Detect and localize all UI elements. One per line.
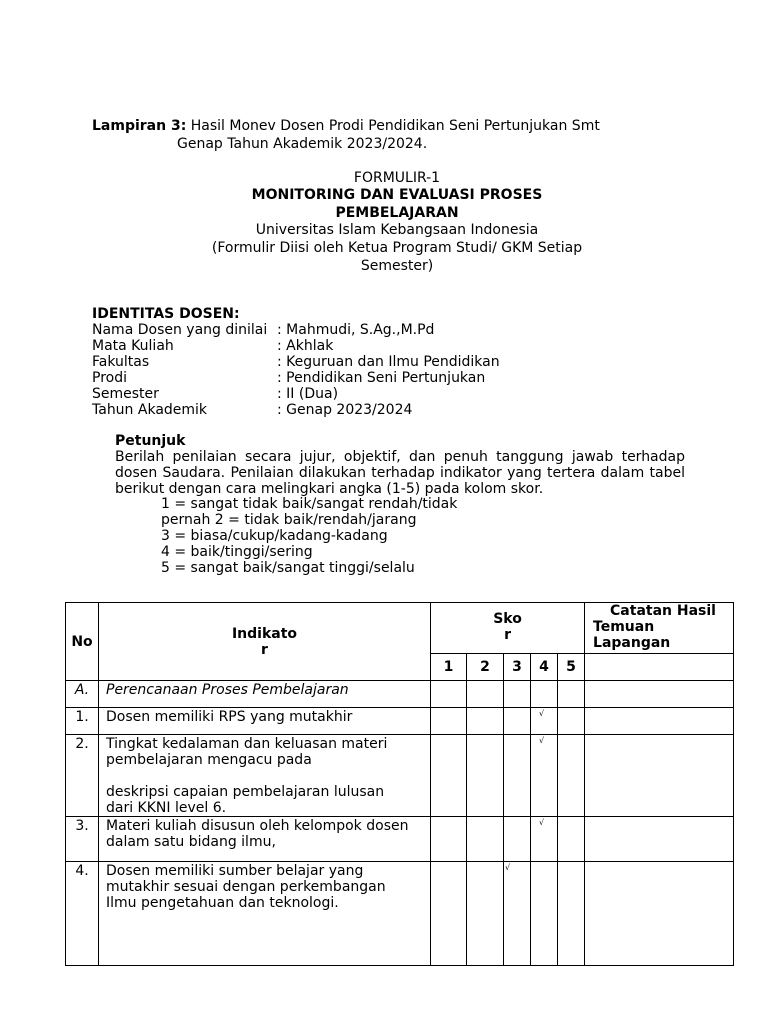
scale-item: 4 = baik/tinggi/sering xyxy=(161,544,313,560)
identity-label: Nama Dosen yang dinilai xyxy=(92,322,268,338)
col-header-catatan-3: Lapangan xyxy=(593,635,671,651)
score-cell[interactable] xyxy=(504,735,531,817)
row-number: 4. xyxy=(66,862,99,966)
row-indicator: Materi kuliah disusun oleh kelompok dosen dalam satu bidang ilmu, xyxy=(99,817,431,862)
score-cell[interactable] xyxy=(504,708,531,735)
form-note-1: (Formulir Diisi oleh Ketua Program Studi/ GKM Setiap xyxy=(211,240,583,256)
identity-label: Mata Kuliah xyxy=(92,338,174,354)
score-cell xyxy=(504,681,531,708)
score-cell xyxy=(558,681,585,708)
identity-heading: IDENTITAS DOSEN: xyxy=(92,306,240,322)
row-indicator: Dosen memiliki RPS yang mutakhir xyxy=(99,708,431,735)
table-row xyxy=(66,817,734,862)
form-code: FORMULIR-1 xyxy=(353,170,441,186)
score-cell[interactable] xyxy=(467,708,504,735)
row-number: 2. xyxy=(66,735,99,817)
scale-item: pernah 2 = tidak baik/rendah/jarang xyxy=(161,512,417,528)
score-cell[interactable] xyxy=(431,862,467,966)
lampiran-text: Hasil Monev Dosen Prodi Pendidikan Seni Pertunjukan Smt xyxy=(190,118,600,134)
identity-value: : Mahmudi, S.Ag.,M.Pd xyxy=(277,322,435,338)
lampiran-text-2: Genap Tahun Akademik 2023/2024. xyxy=(177,136,428,152)
lampiran-label: Lampiran 3: xyxy=(92,118,187,134)
instructions-heading: Petunjuk xyxy=(115,433,186,449)
identity-value: : Akhlak xyxy=(277,338,334,354)
col-header-skor xyxy=(431,603,585,654)
score-header-5: 5 xyxy=(558,654,585,681)
score-cell xyxy=(531,681,558,708)
col-header-skor-1: Sko xyxy=(493,611,522,627)
score-header-4: 4 xyxy=(531,654,558,681)
score-cell[interactable] xyxy=(558,708,585,735)
identity-value: : Pendidikan Seni Pertunjukan xyxy=(277,370,486,386)
row-number: 3. xyxy=(66,817,99,862)
score-cell[interactable] xyxy=(558,817,585,862)
col-header-skor-2: r xyxy=(504,627,511,643)
identity-label: Prodi xyxy=(92,370,127,386)
col-header-indikator-2: r xyxy=(261,641,268,658)
score-cell[interactable] xyxy=(467,862,504,966)
identity-value: : Keguruan dan Ilmu Pendidikan xyxy=(277,354,500,370)
form-title-2: PEMBELAJARAN xyxy=(335,205,459,221)
section-a-number: A. xyxy=(66,681,99,708)
score-cell[interactable] xyxy=(431,708,467,735)
catatan-cell[interactable] xyxy=(585,708,734,735)
score-cell[interactable] xyxy=(504,817,531,862)
col-header-catatan-2: Temuan xyxy=(593,619,655,635)
col-header-catatan-1: Catatan Hasil xyxy=(610,603,716,619)
check-mark-icon[interactable]: √ xyxy=(531,735,558,817)
score-cell[interactable] xyxy=(558,735,585,817)
catatan-cell xyxy=(585,654,734,681)
scale-item: 1 = sangat tidak baik/sangat rendah/tidak xyxy=(161,496,458,512)
col-header-indikator-1: Indikato xyxy=(231,625,298,642)
form-note-2: Semester) xyxy=(360,258,434,274)
row-indicator: Dosen memiliki sumber belajar yang mutakhir sesuai dengan perkembangan Ilmu pengetahuan dan teknologi. xyxy=(99,862,431,966)
catatan-cell[interactable] xyxy=(585,862,734,966)
score-cell xyxy=(467,681,504,708)
check-mark-icon[interactable]: √ xyxy=(531,817,558,862)
identity-value: : II (Dua) xyxy=(277,386,339,402)
check-mark-icon[interactable]: √ xyxy=(531,708,558,735)
score-cell[interactable] xyxy=(531,862,558,966)
monev-table xyxy=(65,602,734,966)
col-header-catatan xyxy=(585,603,734,654)
score-header-1: 1 xyxy=(431,654,467,681)
lampiran-line xyxy=(92,118,600,134)
catatan-cell[interactable] xyxy=(585,735,734,817)
form-title-1: MONITORING DAN EVALUASI PROSES xyxy=(251,187,543,203)
instructions-body: Berilah penilaian secara jujur, objektif, dan penuh tanggung jawab terhadap dosen Saudara. Penilaian dilakukan terhadap indikator yang tertera dalam tabel berikut dengan cara melingkari angka (1-5) pada kolom skor. xyxy=(115,449,685,497)
table-row xyxy=(66,735,734,817)
col-header-indikator xyxy=(99,603,431,681)
row-number: 1. xyxy=(66,708,99,735)
scale-item: 5 = sangat baik/sangat tinggi/selalu xyxy=(161,560,415,576)
score-cell xyxy=(431,681,467,708)
identity-label: Tahun Akademik xyxy=(92,402,208,418)
col-header-no: No xyxy=(66,603,99,681)
table-header-row xyxy=(66,603,734,654)
score-header-3: 3 xyxy=(504,654,531,681)
catatan-cell xyxy=(585,681,734,708)
table-row xyxy=(66,862,734,966)
score-cell[interactable] xyxy=(558,862,585,966)
section-a-title: Perencanaan Proses Pembelajaran xyxy=(99,681,431,708)
score-cell[interactable] xyxy=(467,735,504,817)
scale-item: 3 = biasa/cukup/kadang-kadang xyxy=(161,528,388,544)
score-cell[interactable] xyxy=(431,817,467,862)
score-header-2: 2 xyxy=(467,654,504,681)
identity-label: Fakultas xyxy=(92,354,150,370)
identity-value: : Genap 2023/2024 xyxy=(277,402,413,418)
section-a-row xyxy=(66,681,734,708)
university-name: Universitas Islam Kebangsaan Indonesia xyxy=(255,222,539,238)
row-indicator: Tingkat kedalaman dan keluasan materi pembelajaran mengacu pada deskripsi capaian pembelajaran lulusan dari KKNI level 6. xyxy=(99,735,431,817)
table-row xyxy=(66,708,734,735)
identity-label: Semester xyxy=(92,386,159,402)
check-mark-icon[interactable]: √ xyxy=(504,862,531,966)
score-cell[interactable] xyxy=(431,735,467,817)
catatan-cell[interactable] xyxy=(585,817,734,862)
score-cell[interactable] xyxy=(467,817,504,862)
